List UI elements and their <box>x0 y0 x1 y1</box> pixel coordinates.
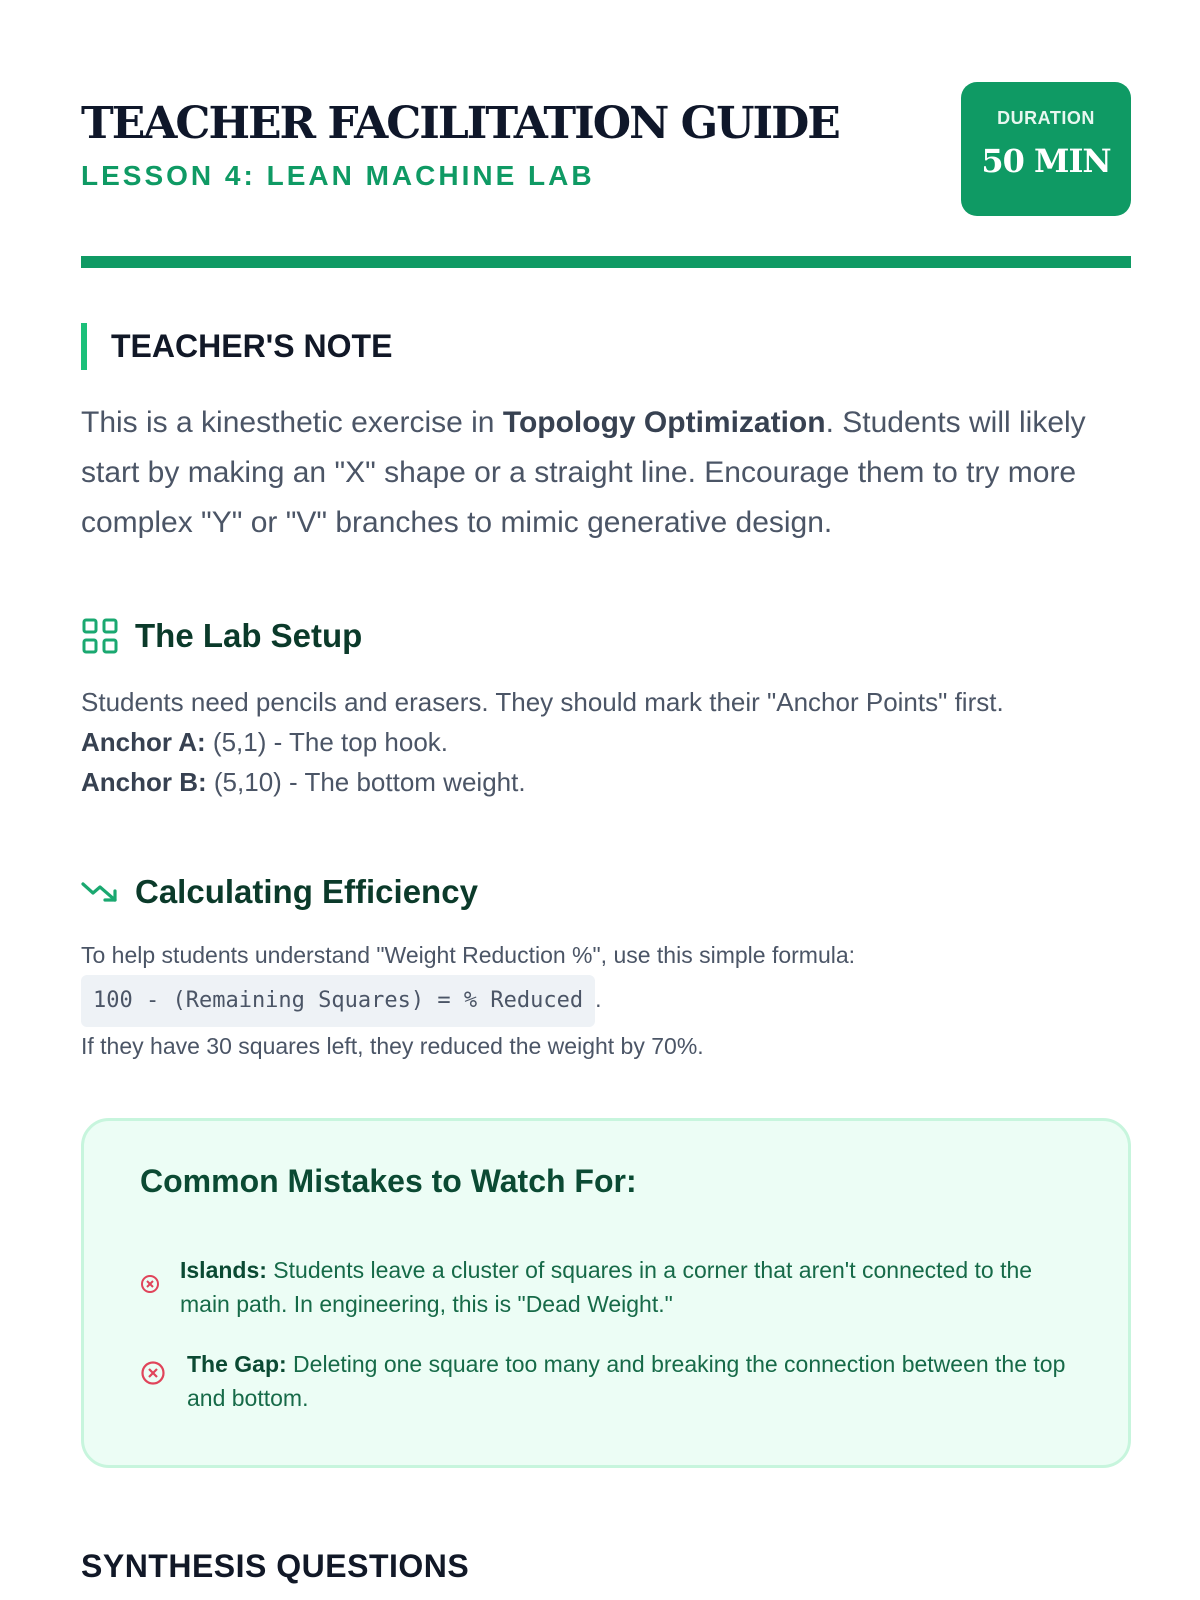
lab-setup-title: The Lab Setup <box>135 617 363 654</box>
anchor-a-label: Anchor A: <box>81 727 206 757</box>
grid-icon <box>81 617 119 655</box>
trending-down-icon <box>81 873 119 911</box>
formula-code: 100 - (Remaining Squares) = % Reduced <box>81 975 595 1027</box>
header-divider <box>81 256 1131 268</box>
mistake-text <box>187 1347 1080 1415</box>
lesson-subtitle: LESSON 4: LEAN MACHINE LAB <box>81 160 595 191</box>
efficiency-heading <box>81 872 478 912</box>
mistakes-heading: Common Mistakes to Watch For: <box>140 1163 637 1199</box>
efficiency-intro: To help students understand "Weight Reduction %", use this simple formula: <box>81 942 856 968</box>
efficiency-title: Calculating Efficiency <box>135 873 478 910</box>
mistake-description: Deleting one square too many and breaking the connection between the top and bottom. <box>187 1351 1066 1411</box>
anchor-b-text: (5,10) - The bottom weight. <box>206 767 526 797</box>
lab-setup-body <box>81 682 1181 802</box>
duration-value: 50 MIN <box>981 142 1111 180</box>
lab-setup-heading <box>81 616 362 656</box>
mistake-text <box>180 1253 1080 1321</box>
synthesis-questions-heading: SYNTHESIS QUESTIONS <box>81 1548 470 1584</box>
common-mistakes-callout <box>81 1118 1131 1468</box>
mistake-item <box>140 1347 1080 1417</box>
efficiency-example: If they have 30 squares left, they reduced the weight by 70%. <box>81 1033 704 1059</box>
note-emphasis: Topology Optimization <box>502 406 826 439</box>
mistake-item <box>140 1253 1080 1323</box>
note-text-after: . Students will likely start by making an "X" shape or a straight line. Encourage them to try more complex "Y" or "V" branches to mimic generative design. <box>81 406 1086 539</box>
duration-label: DURATION <box>997 108 1095 128</box>
x-circle-icon <box>140 1360 166 1395</box>
anchor-a-line <box>81 722 1181 762</box>
formula-line <box>81 975 1131 1027</box>
anchor-b-line <box>81 762 1181 802</box>
anchor-b-label: Anchor B: <box>81 767 207 797</box>
note-text-before: This is a kinesthetic exercise in <box>81 406 503 439</box>
lab-setup-intro: Students need pencils and erasers. They should mark their "Anchor Points" first. <box>81 687 1004 717</box>
mistake-label: The Gap: <box>187 1351 287 1377</box>
mistake-label: Islands: <box>180 1257 267 1283</box>
mistake-description: Students leave a cluster of squares in a corner that aren't connected to the main path. In engineering, this is "Dead Weight." <box>180 1257 1033 1317</box>
formula-suffix: . <box>595 986 602 1012</box>
teacher-note-body <box>81 398 1131 548</box>
teacher-note-heading: TEACHER'S NOTE <box>81 323 392 370</box>
efficiency-body <box>81 936 1131 1066</box>
guide-header <box>81 80 1131 220</box>
x-circle-icon <box>140 1269 160 1303</box>
duration-badge <box>961 82 1131 216</box>
doc-title: TEACHER FACILITATION GUIDE <box>81 98 839 149</box>
anchor-a-text: (5,1) - The top hook. <box>205 727 449 757</box>
